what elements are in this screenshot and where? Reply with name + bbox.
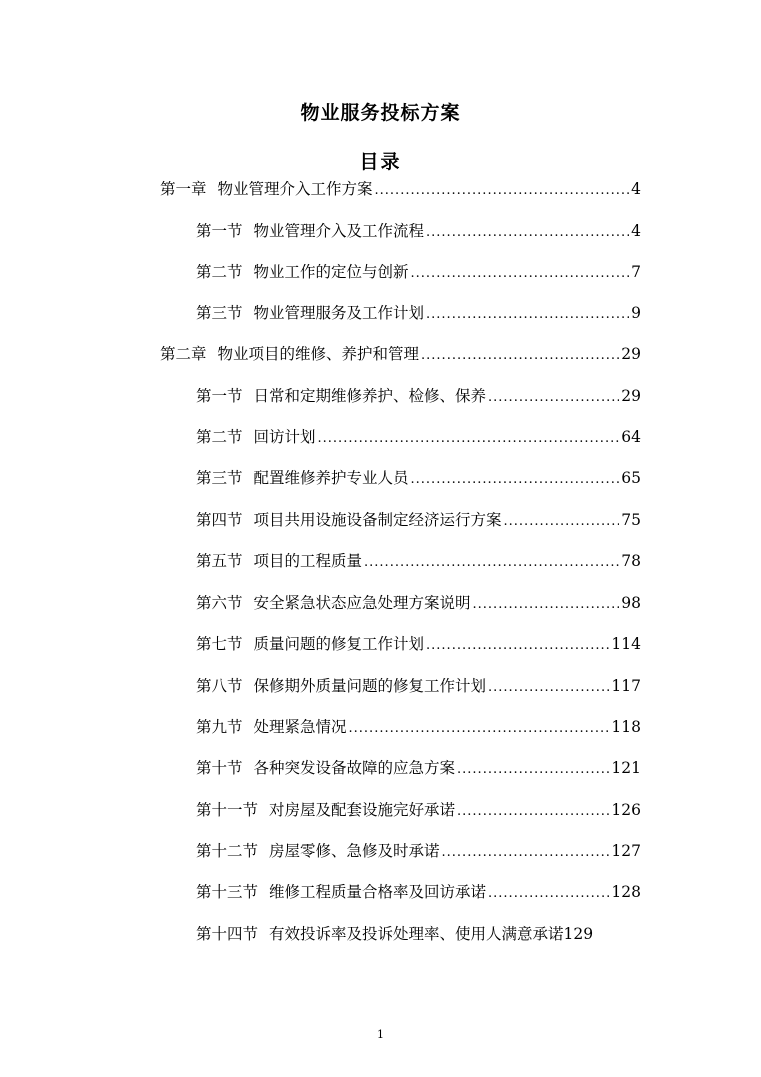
toc-entry-section[interactable] xyxy=(196,550,641,574)
toc-entry-title: 物业管理介入工作方案 xyxy=(217,180,373,198)
toc-entry-section[interactable] xyxy=(196,840,641,864)
dot-leader xyxy=(457,801,609,823)
toc-entry-number: 第一节 xyxy=(196,387,243,405)
toc-entry-title: 物业工作的定位与创新 xyxy=(253,263,409,281)
toc-entry-title: 处理紧急情况 xyxy=(253,718,347,736)
toc-entry-section[interactable] xyxy=(196,757,641,781)
toc-entry-number: 第二章 xyxy=(160,345,207,363)
toc-entry-number: 第十一节 xyxy=(196,801,259,819)
toc-entry-page: 9 xyxy=(631,304,641,322)
toc-entry-page: 128 xyxy=(611,883,641,901)
toc-entry-number: 第一节 xyxy=(196,222,243,240)
dot-leader xyxy=(504,511,620,533)
toc-entry-number: 第二节 xyxy=(196,428,243,446)
toc-entry-page: 7 xyxy=(631,263,641,281)
toc-entry-chapter[interactable] xyxy=(160,343,641,367)
toc-entry-section[interactable] xyxy=(196,302,641,326)
toc-entry-page: 29 xyxy=(621,345,641,363)
dot-leader xyxy=(349,718,610,740)
toc-entry-title: 配置维修养护专业人员 xyxy=(253,469,409,487)
toc-entry-section[interactable] xyxy=(196,467,641,491)
page-number: 1 xyxy=(377,1028,384,1041)
toc-entry-number: 第十三节 xyxy=(196,883,259,901)
toc-entry-number: 第十二节 xyxy=(196,842,259,860)
toc-entry-page: 121 xyxy=(611,759,641,777)
toc-entry-number: 第三节 xyxy=(196,469,243,487)
toc-entry-page: 117 xyxy=(611,677,641,695)
toc-entry-section[interactable] xyxy=(196,716,641,740)
toc-entry-title: 物业管理服务及工作计划 xyxy=(253,304,425,322)
toc-entry-title: 回访计划 xyxy=(253,428,316,446)
toc-entry-number: 第四节 xyxy=(196,511,243,529)
toc-entry-title: 项目的工程质量 xyxy=(253,552,363,570)
dot-leader xyxy=(318,428,620,450)
toc-entry-section[interactable] xyxy=(196,923,666,945)
dot-leader xyxy=(488,677,609,699)
dot-leader xyxy=(426,635,609,657)
toc-entry-title: 物业项目的维修、养护和管理 xyxy=(217,345,420,363)
toc-entry-page: 98 xyxy=(621,594,641,612)
toc-entry-number: 第三节 xyxy=(196,304,243,322)
toc-entry-title: 有效投诉率及投诉处理率、使用人满意承诺 xyxy=(269,925,564,943)
toc-entry-section[interactable] xyxy=(196,592,641,616)
toc-heading: 目录 xyxy=(359,151,402,173)
toc-entry-section[interactable] xyxy=(196,220,641,244)
dot-leader xyxy=(488,387,619,409)
toc-entry-number: 第二节 xyxy=(196,263,243,281)
toc-entry-number: 第十节 xyxy=(196,759,243,777)
dot-leader xyxy=(488,883,609,905)
toc-entry-title: 对房屋及配套设施完好承诺 xyxy=(269,801,456,819)
document-title: 物业服务投标方案 xyxy=(300,102,461,124)
toc-entry-page: 4 xyxy=(631,222,641,240)
toc-entry-page: 75 xyxy=(621,511,641,529)
toc-entry-page: 29 xyxy=(621,387,641,405)
toc-entry-title: 项目共用设施设备制定经济运行方案 xyxy=(253,511,502,529)
dot-leader xyxy=(364,552,619,574)
dot-leader xyxy=(473,594,620,616)
toc-entry-number: 第八节 xyxy=(196,677,243,695)
toc-entry-number: 第九节 xyxy=(196,718,243,736)
toc-entry-section[interactable] xyxy=(196,633,641,657)
toc-entry-title: 各种突发设备故障的应急方案 xyxy=(253,759,456,777)
toc-entry-section[interactable] xyxy=(196,675,641,699)
toc-entry-page: 64 xyxy=(621,428,641,446)
toc-entry-page: 114 xyxy=(611,635,641,653)
dot-leader xyxy=(426,222,629,244)
dot-leader xyxy=(411,263,630,285)
toc-entry-page: 78 xyxy=(621,552,641,570)
dot-leader xyxy=(421,345,619,367)
toc-entry-title: 房屋零修、急修及时承诺 xyxy=(269,842,440,860)
toc-entry-section[interactable] xyxy=(196,426,641,450)
toc-entry-number: 第一章 xyxy=(160,180,207,198)
dot-leader xyxy=(375,180,630,202)
toc-entry-page: 118 xyxy=(611,718,641,736)
toc-entry-page: 127 xyxy=(611,842,641,860)
toc-entry-number: 第六节 xyxy=(196,594,243,612)
dot-leader xyxy=(442,842,610,864)
toc-entry-title: 质量问题的修复工作计划 xyxy=(253,635,425,653)
dot-leader xyxy=(426,304,629,326)
toc-entry-section[interactable] xyxy=(196,881,641,905)
toc-entry-number: 第十四节 xyxy=(196,925,259,943)
toc-entry-page: 65 xyxy=(621,469,641,487)
toc-entry-page: 129 xyxy=(563,925,594,943)
toc-entry-number: 第五节 xyxy=(196,552,243,570)
dot-leader xyxy=(411,469,620,491)
toc-entry-title: 保修期外质量问题的修复工作计划 xyxy=(253,677,487,695)
toc-entry-title: 维修工程质量合格率及回访承诺 xyxy=(269,883,487,901)
toc-entry-title: 物业管理介入及工作流程 xyxy=(253,222,425,240)
dot-leader xyxy=(457,759,609,781)
toc-entry-title: 安全紧急状态应急处理方案说明 xyxy=(253,594,471,612)
toc-entry-page: 126 xyxy=(611,801,641,819)
toc-entry-page: 4 xyxy=(631,180,641,198)
toc-entry-chapter[interactable] xyxy=(160,178,641,202)
toc-entry-section[interactable] xyxy=(196,799,641,823)
toc-entry-number: 第七节 xyxy=(196,635,243,653)
toc-entry-section[interactable] xyxy=(196,261,641,285)
toc-entry-section[interactable] xyxy=(196,385,641,409)
toc-entry-title: 日常和定期维修养护、检修、保养 xyxy=(253,387,487,405)
toc-entry-section[interactable] xyxy=(196,509,641,533)
